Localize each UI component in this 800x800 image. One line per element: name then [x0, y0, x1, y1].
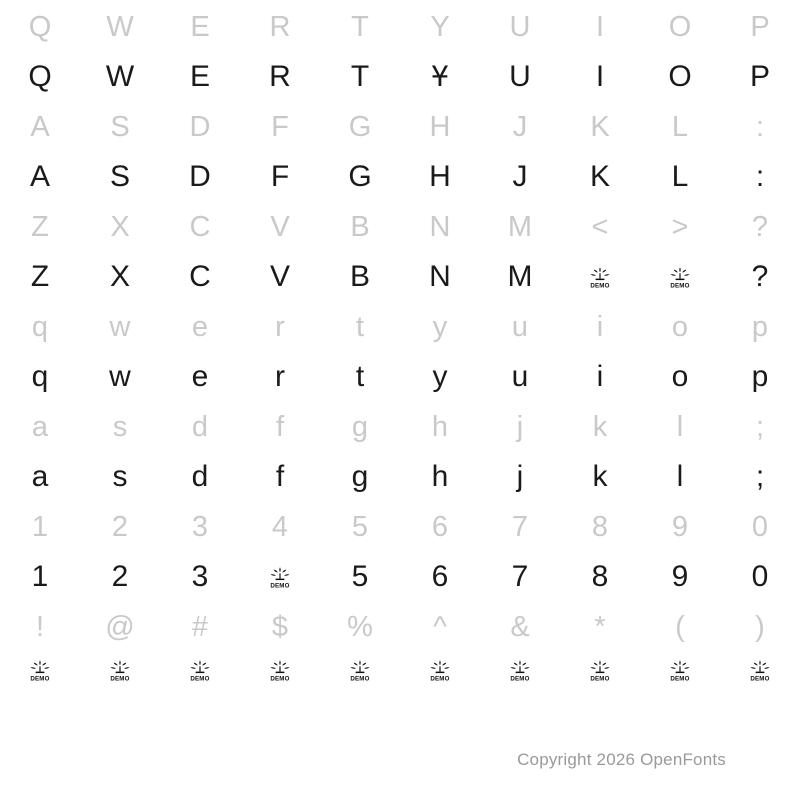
svg-text:DEMO: DEMO	[270, 675, 290, 683]
glyph-cell: Ұ	[431, 60, 449, 93]
glyph-cell: U	[509, 60, 531, 93]
glyph-row	[0, 402, 800, 452]
svg-text:DEMO: DEMO	[110, 675, 130, 683]
glyph-cell: 7	[511, 560, 529, 593]
glyph-cell: *	[594, 610, 606, 643]
demo-watermark-icon	[667, 657, 693, 683]
glyph-row	[0, 102, 800, 152]
demo-watermark-icon	[187, 657, 213, 683]
glyph-cell: 3	[191, 560, 209, 593]
glyph-cell: d	[191, 460, 209, 493]
glyph-cell: D	[189, 110, 211, 143]
glyph-cell: $	[271, 610, 289, 643]
glyph-cell: F	[271, 110, 289, 143]
glyph-cell: 6	[431, 510, 449, 543]
demo-mark-row	[0, 645, 800, 695]
glyph-cell: R	[269, 10, 291, 43]
glyph-cell: t	[355, 360, 365, 393]
glyph-cell: S	[109, 160, 130, 193]
glyph-cell: 7	[511, 510, 529, 543]
glyph-cell: s	[112, 460, 128, 493]
glyph-row	[0, 452, 800, 502]
glyph-cell: B	[350, 210, 370, 243]
glyph-cell: F	[270, 160, 290, 193]
glyph-cell: 2	[111, 510, 129, 543]
glyph-row	[0, 502, 800, 552]
glyph-cell: ^	[433, 610, 447, 643]
glyph-cell: (	[675, 610, 685, 643]
glyph-cell: 5	[351, 560, 369, 593]
glyph-cell: h	[431, 410, 449, 443]
glyph-cell: f	[275, 460, 285, 493]
glyph-cell: Z	[31, 210, 49, 243]
glyph-cell: A	[29, 160, 50, 193]
glyph-cell: X	[110, 210, 130, 243]
glyph-cell: o	[671, 310, 689, 343]
glyph-cell: e	[191, 360, 209, 393]
svg-text:DEMO: DEMO	[510, 675, 530, 683]
glyph-cell-demo-mark	[320, 645, 400, 695]
glyph-cell: >	[671, 210, 689, 243]
glyph-row	[0, 52, 800, 102]
glyph-cell: H	[429, 160, 451, 193]
glyph-cell: %	[347, 610, 373, 643]
glyph-cell: J	[512, 160, 528, 193]
demo-watermark-icon	[107, 657, 133, 683]
glyph-row	[0, 202, 800, 252]
glyph-cell: N	[429, 210, 451, 243]
demo-watermark-icon	[427, 657, 453, 683]
glyph-row	[0, 2, 800, 52]
glyph-cell: 0	[751, 560, 769, 593]
demo-watermark-icon	[587, 657, 613, 683]
glyph-cell: o	[671, 360, 689, 393]
demo-watermark-icon	[347, 657, 373, 683]
glyph-cell: G	[348, 160, 372, 193]
glyph-cell-demo-mark	[80, 645, 160, 695]
glyph-cell: V	[270, 210, 290, 243]
glyph-cell: i	[596, 310, 604, 343]
svg-text:DEMO: DEMO	[30, 675, 50, 683]
glyph-cell: u	[511, 310, 529, 343]
glyph-cell: 1	[31, 560, 49, 593]
glyph-cell: )	[755, 610, 765, 643]
glyph-cell-demo-mark	[720, 645, 800, 695]
copyright-notice: Copyright 2026 OpenFonts	[517, 750, 726, 769]
glyph-cell-demo-mark	[560, 645, 640, 695]
glyph-cell: y	[432, 360, 448, 393]
demo-watermark-icon	[747, 657, 773, 683]
glyph-cell: Q	[28, 60, 52, 93]
glyph-cell: X	[109, 260, 130, 293]
glyph-cell: O	[668, 60, 692, 93]
glyph-cell-demo-mark	[240, 552, 320, 602]
glyph-cell: 5	[351, 510, 369, 543]
svg-text:DEMO: DEMO	[270, 582, 290, 590]
glyph-cell: Z	[30, 260, 50, 293]
glyph-cell-demo-mark	[240, 645, 320, 695]
glyph-cell: 4	[271, 510, 289, 543]
glyph-cell: :	[755, 110, 765, 143]
glyph-cell: g	[351, 460, 369, 493]
glyph-cell: i	[596, 360, 604, 393]
glyph-cell: 9	[671, 510, 689, 543]
glyph-cell: 3	[191, 510, 209, 543]
glyph-cell-demo-mark	[400, 645, 480, 695]
glyph-cell: k	[592, 460, 608, 493]
svg-text:DEMO: DEMO	[670, 675, 690, 683]
glyph-cell: Q	[28, 10, 52, 43]
demo-watermark-icon	[667, 264, 693, 290]
glyph-cell: L	[671, 110, 689, 143]
demo-watermark-icon	[587, 264, 613, 290]
glyph-cell: l	[676, 460, 684, 493]
glyph-cell: l	[676, 410, 684, 443]
glyph-row	[0, 152, 800, 202]
svg-text:DEMO: DEMO	[750, 675, 770, 683]
glyph-cell-demo-mark	[160, 645, 240, 695]
glyph-cell: W	[106, 10, 134, 43]
svg-text:DEMO: DEMO	[350, 675, 370, 683]
svg-text:DEMO: DEMO	[670, 282, 690, 290]
svg-text:DEMO: DEMO	[590, 675, 610, 683]
glyph-cell-demo-mark	[560, 252, 640, 302]
glyph-cell: I	[595, 60, 605, 93]
glyph-cell: a	[31, 410, 49, 443]
glyph-cell: A	[30, 110, 50, 143]
glyph-cell-demo-mark	[0, 645, 80, 695]
glyph-cell: t	[355, 310, 365, 343]
glyph-cell: j	[516, 460, 524, 493]
glyph-cell: g	[351, 410, 369, 443]
glyph-row	[0, 552, 800, 602]
glyph-cell: f	[275, 410, 285, 443]
glyph-cell: :	[755, 160, 765, 193]
svg-text:DEMO: DEMO	[430, 675, 450, 683]
glyph-cell: K	[589, 160, 610, 193]
svg-text:DEMO: DEMO	[590, 282, 610, 290]
glyph-cell: e	[191, 310, 209, 343]
glyph-cell: #	[191, 610, 209, 643]
glyph-cell: W	[105, 60, 135, 93]
glyph-cell: T	[350, 60, 370, 93]
glyph-cell: ?	[751, 260, 769, 293]
glyph-cell: k	[592, 410, 608, 443]
glyph-cell: q	[31, 360, 49, 393]
glyph-cell: w	[109, 310, 131, 343]
glyph-cell: M	[507, 260, 533, 293]
glyph-cell: 1	[31, 510, 49, 543]
glyph-cell: 9	[671, 560, 689, 593]
glyph-cell: Y	[430, 10, 450, 43]
glyph-cell: &	[510, 610, 530, 643]
svg-text:DEMO: DEMO	[190, 675, 210, 683]
glyph-cell: R	[269, 60, 291, 93]
glyph-cell: 0	[751, 510, 769, 543]
demo-watermark-icon	[267, 564, 293, 590]
glyph-cell: w	[109, 360, 131, 393]
glyph-cell: r	[275, 360, 285, 393]
glyph-cell: B	[349, 260, 370, 293]
glyph-cell: M	[507, 210, 533, 243]
glyph-cell: 2	[111, 560, 129, 593]
glyph-cell: @	[105, 610, 135, 643]
glyph-cell: D	[189, 160, 211, 193]
glyph-cell: E	[190, 10, 210, 43]
glyph-cell: J	[512, 110, 528, 143]
glyph-cell: a	[31, 460, 49, 493]
glyph-cell: O	[668, 10, 692, 43]
glyph-row	[0, 352, 800, 402]
glyph-cell: G	[348, 110, 372, 143]
glyph-cell: !	[35, 610, 45, 643]
glyph-cell: S	[110, 110, 130, 143]
glyph-cell-demo-mark	[480, 645, 560, 695]
glyph-cell: d	[191, 410, 209, 443]
glyph-cell: P	[750, 10, 770, 43]
glyph-cell: C	[189, 260, 211, 293]
glyph-cell: q	[31, 310, 49, 343]
glyph-cell: T	[351, 10, 369, 43]
glyph-cell-demo-mark	[640, 645, 720, 695]
glyph-cell: 8	[591, 560, 609, 593]
glyph-cell: h	[431, 460, 449, 493]
demo-watermark-icon	[27, 657, 53, 683]
glyph-row	[0, 302, 800, 352]
glyph-cell: I	[595, 10, 605, 43]
glyph-cell: ?	[751, 210, 769, 243]
glyph-cell: L	[671, 160, 689, 193]
glyph-cell: ;	[755, 410, 765, 443]
glyph-cell: <	[591, 210, 609, 243]
demo-watermark-icon	[267, 657, 293, 683]
glyph-cell: C	[189, 210, 211, 243]
glyph-cell: j	[516, 410, 524, 443]
glyph-cell: r	[275, 310, 285, 343]
glyph-cell: 6	[431, 560, 449, 593]
glyph-cell: u	[511, 360, 529, 393]
glyph-cell: U	[509, 10, 531, 43]
glyph-cell: P	[749, 60, 770, 93]
glyph-cell: N	[429, 260, 451, 293]
glyph-row	[0, 252, 800, 302]
glyph-cell: ;	[755, 460, 765, 493]
glyph-cell: p	[751, 310, 769, 343]
glyph-cell: y	[432, 310, 448, 343]
glyph-cell: H	[429, 110, 451, 143]
glyph-cell: 8	[591, 510, 609, 543]
demo-watermark-icon	[507, 657, 533, 683]
glyph-cell: E	[189, 60, 210, 93]
glyph-cell-demo-mark	[640, 252, 720, 302]
glyph-cell: p	[751, 360, 769, 393]
glyph-cell: K	[590, 110, 610, 143]
glyph-cell: V	[269, 260, 290, 293]
glyph-cell: s	[112, 410, 128, 443]
